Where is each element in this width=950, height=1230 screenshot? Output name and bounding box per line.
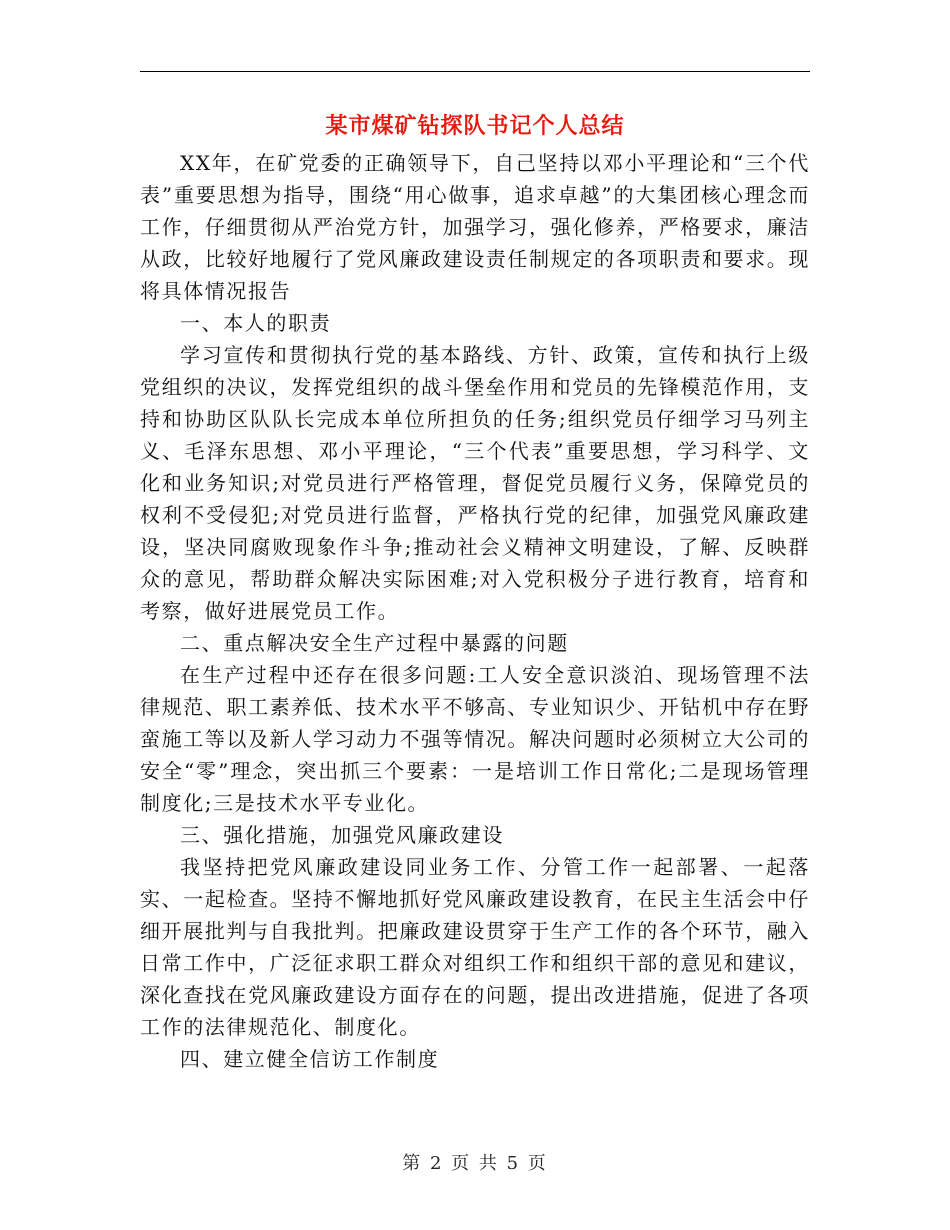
section-heading-duties: 一、本人的职责 xyxy=(180,311,332,335)
intro-paragraph: XX年，在矿党委的正确领导下，自己坚持以邓小平理论和“三个代表”重要思想为指导，围绕“用心做事，追求卓越”的大集团核心理念而工作，仔细贯彻从严治党方针，加强学习，强化修养，严格要求，廉洁从政，比较好地履行了党风廉政建设责任制规定的各项职责和要求。现将具体情况报告 xyxy=(140,151,810,303)
section-body-duties: 学习宣传和贯彻执行党的基本路线、方针、政策，宣传和执行上级党组织的决议，发挥党组织的战斗堡垒作用和党员的先锋模范作用，支持和协助区队队长完成本单位所担负的任务;组织党员仔细学习马列主义、毛泽东思想、邓小平理论，“三个代表”重要思想，学习科学、文化和业务知识;对党员进行严格管理，督促党员履行义务，保障党员的权利不受侵犯;对党员进行监督，严格执行党的纪律，加强党风廉政建设，坚决同腐败现象作斗争;推动社会义精神文明建设，了解、反映群众的意见，帮助群众解决实际困难;对入党积极分子进行教育，培育和考察，做好进展党员工作。 xyxy=(140,343,810,623)
section-heading-safety: 二、重点解决安全生产过程中暴露的问题 xyxy=(180,631,569,655)
section-heading-petitions: 四、建立健全信访工作制度 xyxy=(180,1047,440,1071)
section-body-integrity: 我坚持把党风廉政建设同业务工作、分管工作一起部署、一起落实、一起检查。坚持不懈地抓好党风廉政建设教育，在民主生活会中仔细开展批判与自我批判。把廉政建设贯穿于生产工作的各个环节，融入日常工作中，广泛征求职工群众对组织工作和组织干部的意见和建议，深化查找在党风廉政建设方面存在的问题，提出改进措施，促进了各项工作的法律规范化、制度化。 xyxy=(140,855,810,1039)
document-title: 某市煤矿钻探队书记个人总结 xyxy=(325,113,625,139)
document-body xyxy=(140,147,810,1075)
header-rule xyxy=(140,71,810,72)
section-heading-integrity: 三、强化措施，加强党风廉政建设 xyxy=(180,823,504,847)
page-number: 第 2 页 共 5 页 xyxy=(402,1153,548,1174)
section-body-safety: 在生产过程中还存在很多问题:工人安全意识淡泊、现场管理不法律规范、职工素养低、技术水平不够高、专业知识少、开钻机中存在野蛮施工等以及新人学习动力不强等情况。解决问题时必须树立大公司的安全“零”理念，突出抓三个要素：一是培训工作日常化;二是现场管理制度化;三是技术水平专业化。 xyxy=(140,663,810,815)
